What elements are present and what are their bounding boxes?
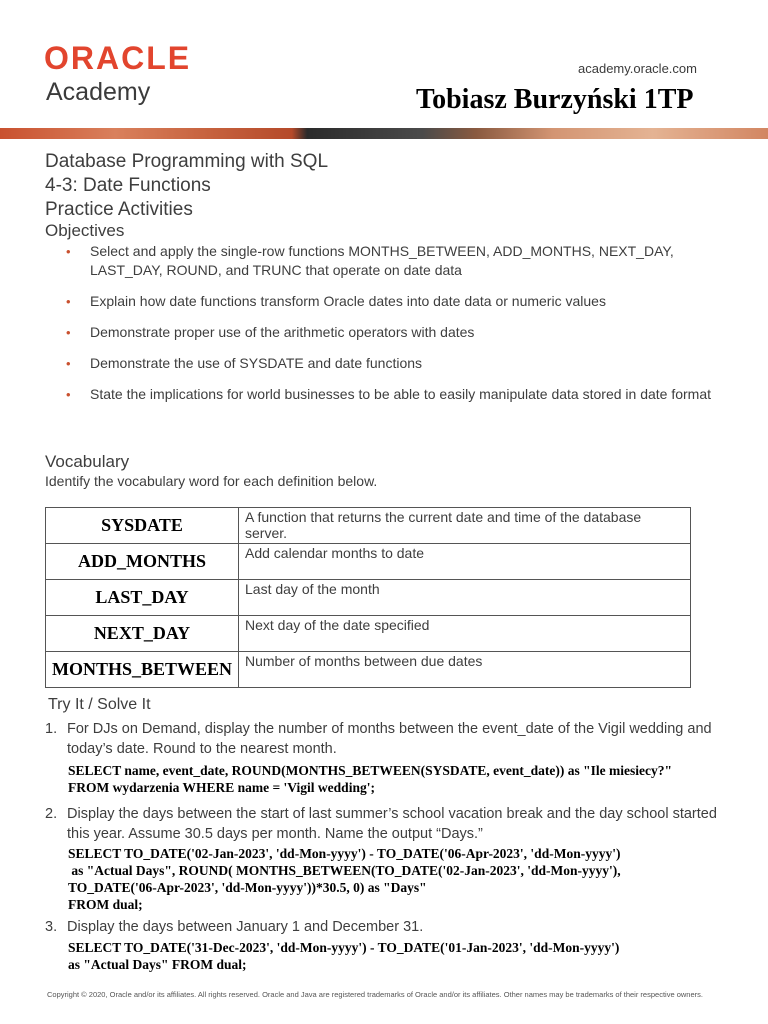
bullet-icon: • bbox=[66, 325, 71, 340]
vocab-term: ADD_MONTHS bbox=[46, 544, 239, 580]
vocab-definition: A function that returns the current date and time of the database server. bbox=[239, 508, 691, 544]
vocabulary-instruction: Identify the vocabulary word for each definition below. bbox=[45, 473, 378, 489]
section-title: Practice Activities bbox=[45, 199, 193, 220]
vocabulary-table bbox=[45, 507, 691, 688]
task-text: For DJs on Demand, display the number of months between the event_date of the Vigil wedding and today’s date. Round to the nearest month. bbox=[67, 721, 712, 757]
site-url: academy.oracle.com bbox=[578, 61, 697, 76]
vocabulary-heading: Vocabulary bbox=[45, 452, 130, 471]
decorative-banner bbox=[0, 128, 768, 139]
table-row bbox=[46, 616, 691, 652]
vocab-term: MONTHS_BETWEEN bbox=[46, 652, 239, 688]
vocab-term: NEXT_DAY bbox=[46, 616, 239, 652]
objective-item: • Demonstrate proper use of the arithmetic operators with dates bbox=[66, 324, 475, 340]
table-row bbox=[46, 544, 691, 580]
bullet-icon: • bbox=[66, 387, 71, 402]
objective-item: • Demonstrate the use of SYSDATE and date functions bbox=[66, 355, 423, 371]
vocab-definition: Next day of the date specified bbox=[239, 616, 691, 652]
objective-item: • Select and apply the single-row functions MONTHS_BETWEEN, ADD_MONTHS, NEXT_DAY, LAST_DAY, ROUND, and TRUNC that operate on date data bbox=[66, 243, 674, 278]
vocab-term: LAST_DAY bbox=[46, 580, 239, 616]
table-row bbox=[46, 508, 691, 544]
task-number: 1. bbox=[45, 721, 58, 737]
sql-code: SELECT TO_DATE('31-Dec-2023', 'dd-Mon-yyyy') - TO_DATE('01-Jan-2023', 'dd-Mon-yyyy') as "Actual Days" FROM dual; bbox=[68, 940, 620, 972]
task-item bbox=[45, 719, 735, 759]
sql-code: SELECT name, event_date, ROUND(MONTHS_BETWEEN(SYSDATE, event_date)) as "Ile miesiecy?" FROM wydarzenia WHERE name = 'Vigil wedding'; bbox=[68, 763, 672, 795]
task-number: 3. bbox=[45, 919, 58, 935]
table-row bbox=[46, 652, 691, 688]
lesson-title: 4-3: Date Functions bbox=[45, 175, 211, 196]
author-name: Tobiasz Burzyński 1TP bbox=[416, 84, 694, 115]
task-number: 2. bbox=[45, 806, 58, 822]
vocab-definition: Number of months between due dates bbox=[239, 652, 691, 688]
objective-item: • Explain how date functions transform Oracle dates into date data or numeric values bbox=[66, 293, 606, 309]
sql-code: SELECT TO_DATE('02-Jan-2023', 'dd-Mon-yyyy') - TO_DATE('06-Apr-2023', 'dd-Mon-yyyy') as "Actual Days", ROUND( MONTHS_BETWEEN(TO_DATE('02-Jan-2023', 'dd-Mon-yyyy'), TO_DATE('06-Apr-2023', 'dd-Mon-yyyy'))*30.5, 0) as "Days" FROM dual; bbox=[68, 846, 621, 912]
task-item bbox=[45, 804, 735, 844]
task-text: Display the days between January 1 and December 31. bbox=[67, 919, 424, 935]
oracle-logo: ORACLE bbox=[44, 40, 192, 76]
vocab-term: SYSDATE bbox=[46, 508, 239, 544]
bullet-icon: • bbox=[66, 356, 71, 371]
bullet-icon: • bbox=[66, 244, 71, 259]
copyright-footer: Copyright © 2020, Oracle and/or its affiliates. All rights reserved. Oracle and Java are registered trademarks of Oracle and/or its affiliates. Other names may be trademarks of their respective owners. bbox=[47, 990, 703, 999]
vocab-definition: Last day of the month bbox=[239, 580, 691, 616]
task-item bbox=[45, 917, 735, 937]
objectives-list bbox=[66, 242, 736, 416]
course-title: Database Programming with SQL bbox=[45, 151, 329, 172]
table-row bbox=[46, 580, 691, 616]
objectives-heading: Objectives bbox=[45, 221, 125, 240]
try-it-heading: Try It / Solve It bbox=[48, 696, 151, 713]
academy-logo-text: Academy bbox=[46, 78, 151, 106]
task-text: Display the days between the start of last summer’s school vacation break and the day school started this year. Assume 30.5 days per month. Name the output “Days.” bbox=[67, 806, 717, 842]
vocab-definition: Add calendar months to date bbox=[239, 544, 691, 580]
objective-item: • State the implications for world businesses to be able to easily manipulate data stored in date format bbox=[66, 386, 712, 402]
bullet-icon: • bbox=[66, 294, 71, 309]
